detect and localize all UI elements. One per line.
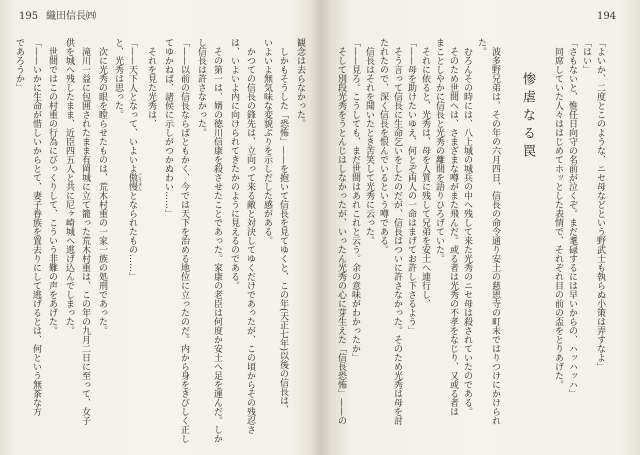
text-line: 波多野兄弟は、その年の六月四日、信長の命令通り安土の慈恩寺の町末ではりつけにかけられ: [490, 47, 500, 425]
text-line: そして別段光秀をうとんじはしなかったが、いったん光秀の心に芽生えた「信長恐怖」——の: [336, 47, 346, 425]
text-line: てゆかねば、諸侯に示しがつかぬわい……」: [163, 38, 173, 218]
text-line: であろうか」: [14, 38, 24, 92]
text-line: まことしやかに信長と光秀の離間を語りひろげていた。: [434, 38, 444, 263]
text-line: 「——見ろ。こうしても、まだ世間はあれこれと云う。余の意味がわかったか」: [350, 38, 360, 362]
text-line: むろんその時には、八上城の城兵の中へ残して来た光秀のニセ母は殺されていたのである。: [462, 47, 472, 416]
ruby-word: [127, 173, 142, 191]
text-line: [128, 38, 142, 448]
text-line: 「はい」: [581, 38, 591, 74]
text-line: 「——いかに生命が惜しいからとて、妻子眷族を置去りにして逃げるとは、何という無茶な方: [31, 38, 41, 416]
text-line: は、いよいよ内に向けられてきたかのように見えるのである。: [229, 38, 239, 290]
text-line: 次に光秀の眼を瞠らせたものは、荒木村重の一家一族の処刑であった。: [97, 47, 107, 335]
page-number: 194: [597, 11, 617, 22]
text-line: 信長はそれを聞いたとき苦笑して光秀に云った。: [364, 47, 374, 245]
text-line: 供を城へ残したまま、近臣四五人と共に尼ヶ崎城へ逃げ込んでしまった。: [64, 38, 74, 335]
text-line: と、光秀は思った。: [113, 38, 123, 119]
ruby-reading: ごうまん: [137, 173, 142, 191]
text-line: それを見た光秀は、: [146, 47, 156, 128]
text-line: 滝川一益に包囲されたまま有岡城に立て籠った荒木村重は、この年の九月二日に至って、女子: [80, 47, 90, 425]
running-head: 織田信長㈣: [46, 11, 96, 22]
section-heading: 惨虐なる罠: [520, 72, 535, 162]
text-line: そう言って信長に生命乞いをしたのだが、信長はついに許さなかった。そのため光秀は母を討: [392, 47, 402, 425]
text-line: かつての信長の鋒先は、立向って来る敵と対決してゆくだけであったが、この頃からその残忍さ: [245, 47, 255, 434]
text-line: 観念は去らなかった。: [295, 38, 305, 128]
text-run: となられたもの……」: [127, 191, 137, 281]
text-line: しかもそうした「恐怖」——を抱いて信長を見てゆくと、この年(天正七年)以後の信長は、: [278, 47, 288, 415]
text-line: たれたので、深く信長を恨んでいるという噂である。: [378, 38, 388, 254]
text-line: 「さもないと、惟任日向守の名前が泣くぞ。まだ耄碌するには早いからの、ハッハッハ」: [567, 38, 577, 398]
text-line: 「——以前の信長ならばともかく、今では天下を治める地位に立ったのだ。内から身をきびしく正し: [179, 38, 189, 443]
text-line: いよいよ無気味な変貌ぶりを示しだした感がある。: [262, 38, 272, 245]
text-line: 同席していた人々ははじめてホッとした表情で、それぞれ目の前の盃をとりあげた。: [553, 47, 563, 389]
text-line: 世間ではこの村重の行為にびっくりして、こういう非難の声をあげた。: [47, 47, 57, 335]
ruby-base: 傲慢: [127, 173, 137, 191]
text-run: 「——天下人となって、いよいよ: [127, 38, 137, 173]
text-line: た。: [476, 38, 486, 56]
text-line: それに依ると、光秀は、母を人質に残して兄弟を安土へ連行し、: [420, 47, 430, 308]
text-line: そのため世間へは、さまざまな噂がまた飛んだ。或る者は光秀の不孝をなじり、又或る者は: [448, 47, 458, 416]
text-line: その第一は、婿の徳川信康を殺させたことであった。家康の老臣は何度か安土へ足を運んだ。しか: [212, 47, 222, 443]
text-line: し信長は許さなかった。: [196, 38, 206, 137]
page-number: 195: [19, 11, 39, 22]
text-line: 「よいか、二度とこのような、ニセ母などという野武士も執らぬ小策は弄すなよ」: [595, 38, 605, 371]
text-line: 「——母を助けたいゆえ、何とぞ両人の一命はまげてお許し下さるよう」: [406, 38, 416, 335]
